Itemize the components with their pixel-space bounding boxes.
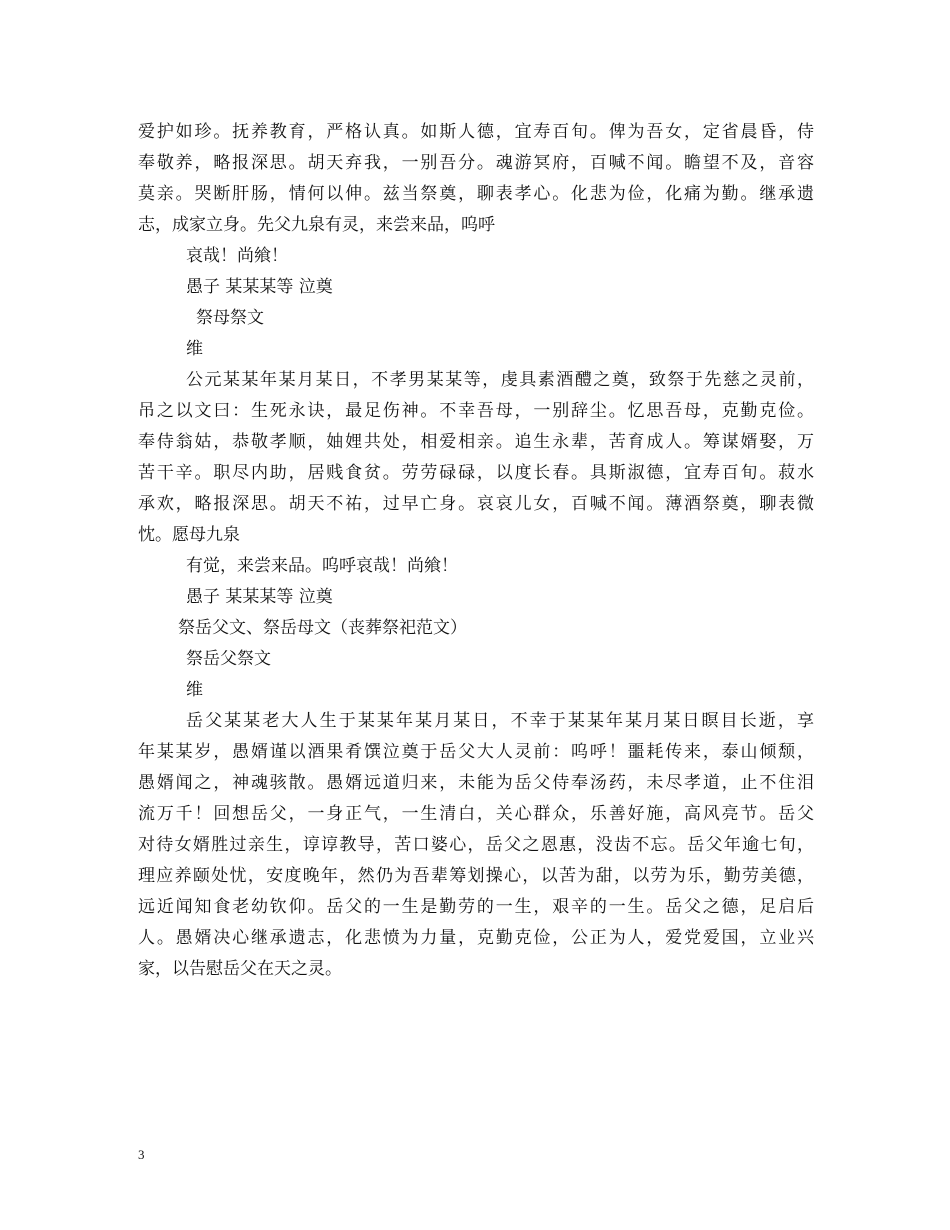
page-number: 3 (138, 1147, 145, 1162)
signature-line: 愚子 某某某等 泣奠 (186, 587, 333, 607)
heading: 祭岳父文、祭岳母文（丧葬祭祀范文） (178, 618, 467, 638)
paragraph-line: 家，以告慰岳父在天之灵。 (138, 959, 342, 979)
paragraph-line: 愚婿闻之，神魂骇散。愚婿远道归来，未能为岳父侍奉汤药，未尽孝道，止不住泪 (138, 773, 814, 793)
paragraph-line: 公元某某年某月某日，不孝男某某等，虔具素酒醴之奠，致祭于先慈之灵前， (186, 370, 814, 390)
paragraph-line: 吊之以文曰：生死永诀，最足伤神。不幸吾母，一别辞尘。忆思吾母，克勤克俭。 (138, 401, 814, 421)
paragraph-line: 忱。愿母九泉 (138, 525, 240, 545)
opening-word: 维 (186, 680, 203, 700)
section-title: 祭岳父祭文 (186, 649, 271, 669)
paragraph-line: 志，成家立身。先父九泉有灵，来尝来品，呜呼 (138, 215, 495, 235)
opening-word: 维 (186, 339, 203, 359)
closing-line: 有觉，来尝来品。呜呼哀哉！尚飨！ (186, 556, 458, 576)
paragraph-line: 理应养颐处忧，安度晚年，然仍为吾辈筹划操心，以苦为甜，以劳为乐，勤劳美德， (138, 866, 814, 886)
paragraph-line: 爱护如珍。抚养教育，严格认真。如斯人德，宜寿百旬。俾为吾女，定省晨昏，侍 (138, 122, 814, 142)
paragraph-line: 莫亲。哭断肝肠，情何以伸。兹当祭奠，聊表孝心。化悲为俭，化痛为勤。继承遗 (138, 184, 814, 204)
document-body (138, 117, 814, 985)
paragraph-line: 承欢，略报深思。胡天不祐，过早亡身。哀哀儿女，百喊不闻。薄酒祭奠，聊表微 (138, 494, 814, 514)
paragraph-line: 岳父某某老大人生于某某年某月某日，不幸于某某年某月某日瞑目长逝，享 (186, 711, 814, 731)
paragraph-line: 人。愚婿决心继承遗志，化悲愤为力量，克勤克俭，公正为人，爱党爱国，立业兴 (138, 928, 814, 948)
closing-line: 哀哉！尚飨！ (186, 246, 288, 266)
paragraph-line: 远近闻知食老幼钦仰。岳父的一生是勤劳的一生，艰辛的一生。岳父之德，足启后 (138, 897, 814, 917)
paragraph-line: 苦干辛。职尽内助，居贱食贫。劳劳碌碌，以度长春。具斯淑德，宜寿百旬。菽水 (138, 463, 814, 483)
signature-line: 愚子 某某某等 泣奠 (186, 277, 333, 297)
paragraph-line: 奉侍翁姑，恭敬孝顺，妯娌共处，相爱相亲。追生永辈，苦育成人。筹谋婿娶，万 (138, 432, 814, 452)
paragraph-line: 奉敬养，略报深思。胡天弃我，一别吾分。魂游冥府，百喊不闻。瞻望不及，音容 (138, 153, 814, 173)
paragraph-line: 年某某岁，愚婿谨以酒果肴馔泣奠于岳父大人灵前：呜呼！噩耗传来，泰山倾颓， (138, 742, 814, 762)
section-title: 祭母祭文 (196, 308, 264, 328)
paragraph-line: 流万千！回想岳父，一身正气，一生清白，关心群众，乐善好施，高风亮节。岳父 (138, 804, 814, 824)
paragraph-line: 对待女婿胜过亲生，谆谆教导，苦口婆心，岳父之恩惠，没齿不忘。岳父年逾七旬， (138, 835, 814, 855)
